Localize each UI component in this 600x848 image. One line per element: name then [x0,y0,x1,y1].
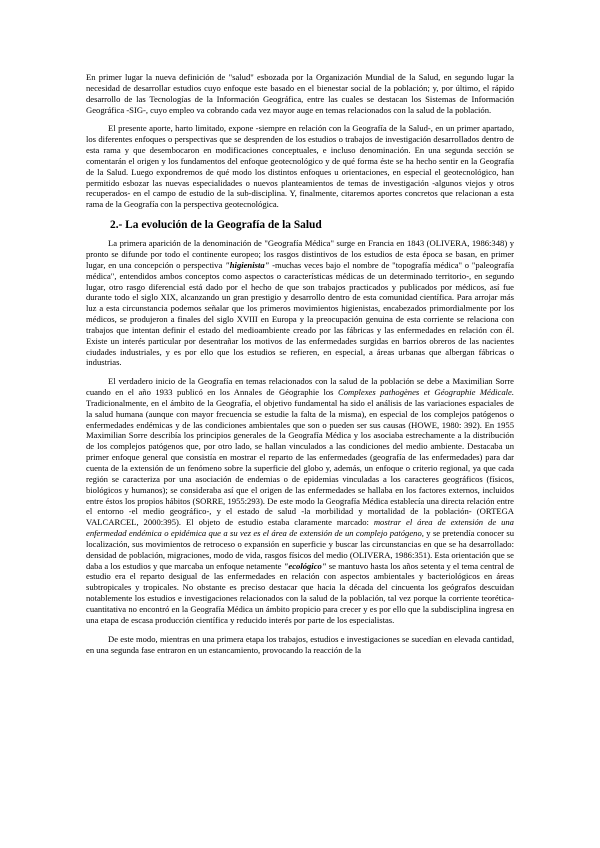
section-heading: 2.- La evolución de la Geografía de la Salud [110,219,322,232]
book-title: Complexes pathogènes et Géographie Médicale. [337,387,514,398]
emphasis-quote: mostrar el área de extensión de una enfermedad endémica o epidémica que a su vez es el área de extensión de un complejo patógeno, [86,517,514,539]
paragraph-text: El verdadero inicio de la Geografía en temas relacionados con la salud de la población se debe a Maximilian Sorre cuando en el año 1933 publicó en los Annales de Géographie los [86,376,514,398]
paragraph-text: se mantuvo hasta los años setenta y el tema central de estudio era el reparto desigual de las enfermedades en relación con aspectos ambientales y bacteriológicos en áreas subtropicales y tropicales. No obstante es preciso destacar que hacia la década del cincuenta los geógrafos descuidan notablemente los estudios e investigaciones relacionados con la salud de la población, tal vez porque la corriente teorética-cuantitativa no encontró en la Geografía Médica un ámbito propicio para crecer y es por ello que la subdisciplina ingresa en una etapa de escasa producción científica y reducido interés por parte de los especialistas. [86,560,514,625]
emphasis-higienista: "higienista" [225,259,270,270]
paragraph-first-appearance [86,238,514,368]
emphasis-ecologico: "ecológico" [283,560,327,571]
paragraph-text: La primera aparición de la denominación de "Geografía Médica" surge en Francia en 1843 (OLIVERA, 1986:348) y pronto se difunde por todo el continente europeo; los rasgos distintivos de los estudios de esta época se basan, en primer lugar, en una concepción o perspectiva [86,238,514,270]
paragraph-text: -muchas veces bajo el nombre de "topografía médica" o "paleografía médica", entendidos ambos conceptos como aspectos o características médicas de un determinado territorio-, en segundo lugar, otro rasgo diferencial está dado por el hecho de que son trabajos practicados y publicados por médicos, así fue durante todo el siglo XIX, alcanzando un gran prestigio y desarrollo dentro de esta comunidad científica. Para arrojar más luz a esta circunstancia podemos señalar que los primeros movimientos higienistas, encabezados primordialmente por los médicos, se produjeron a finales del siglo XVIII en Europa y la preocupación genuina de esta corriente se relaciona con trabajos que intentan definir el estado del medioambiente creado por las fábricas y las enfermedades en relación con él. Existe un interés particular por desentrañar los motivos de las enfermedades surgidas en barrios obreros de las nacientes ciudades industriales, y es por ello que los estudios se refieren, en especial, a áreas urbanas que albergan fábricas o industrias. [86,259,514,368]
paragraph-overview: El presente aporte, harto limitado, expone -siempre en relación con la Geografía de la Salud-, en un primer apartado, los diferentes enfoques o perspectivas que se desprenden de los estudios o trabajos de investigación desarrollados dentro de esta rama y que desembocaron en modificaciones conceptuales, e incluso denominación. En una segunda sección se comentarán el origen y los fundamentos del enfoque geotecnológico y de qué forma éste se ha hecho sentir en la Geografía de la Salud. Luego expondremos de qué modo los distintos enfoques u orientaciones, en especial el geotecnológico, han permitido esbozar las nuevas especialidades o nuevos planteamientos de temas de investigación -algunos viejos y otros recuperados- en el campo de estudio de la sub-disciplina. Y, finalmente, citaremos aportes concretos que relacionan a esta rama de la Geografía con la perspectiva geotecnológica. [86,123,514,210]
paragraph-closing: De este modo, mientras en una primera etapa los trabajos, estudios e investigaciones se sucedían en elevada cantidad, en una segunda fase entraron en un estancamiento, provocando la reacción de la [86,633,514,655]
paragraph-text: y se pretendía conocer su localización, sus movimientos de retroceso o expansión en superficie y buscar las circunstancias en que se ha desarrollado: densidad de población, migraciones, modo de vida, rasgos físicos del medio (OLIVERA, 1986:351). Esta orientación que se daba a los estudios y que marcaba un enfoque netamente [86,528,514,571]
paragraph-sorre [86,376,514,625]
paragraph-intro-list: En primer lugar la nueva definición de "salud" esbozada por la Organización Mundial de la Salud, en segundo lugar la necesidad de desarrollar estudios cuyo enfoque este basado en el bienestar social de la población; y, por último, el rápido desarrollo de las Tecnologías de la Información Geográfica, entre las cuales se destacan los Sistemas de Información Geográfica -SIG-, cuyo empleo va cobrando cada vez mayor auge en temas relacionados con la salud de la población. [86,72,514,115]
paragraph-text: Tradicionalmente, en el ámbito de la Geografía, el objetivo fundamental ha sido el análisis de las variaciones espaciales de la salud humana (aunque con mayor frecuencia se estudie la falta de la misma), en especial de los complejos patógenos o enfermedades endémicas y de las condiciones ambientales que son o pueden ser sus causas (HOWE, 1980: 392). En 1955 Maximilian Sorre describía los principios generales de la Geografía Médica y los asociaba estrechamente a la distribución de los complejos patógenos que, por otro lado, se hallan vinculados a las condiciones del medio ambiente. Destacaba un primer enfoque general que consistía en mostrar el reparto de las enfermedades (geografía de las enfermedades) para dar cuenta de la extensión de un fenómeno sobre la superficie del globo y, además, un enfoque o criterio regional, ya que cada región se caracteriza por una asociación de endemias o de epidemias vinculadas a los caracteres geográficos (físicos, biológicos y humanos); se consideraba así que el origen de las enfermedades se hallaba en los factores externos, incluidos entre éstos los propios hábitos (SORRE, 1955:293). De este modo la Geografía Médica establecía una directa relación entre el entorno -el medio geográfico-, y el estado de salud -la morbilidad y mortalidad de la población- (ORTEGA VALCARCEL, 2000:395). El objeto de estudio estaba claramente marcado: [86,397,514,528]
